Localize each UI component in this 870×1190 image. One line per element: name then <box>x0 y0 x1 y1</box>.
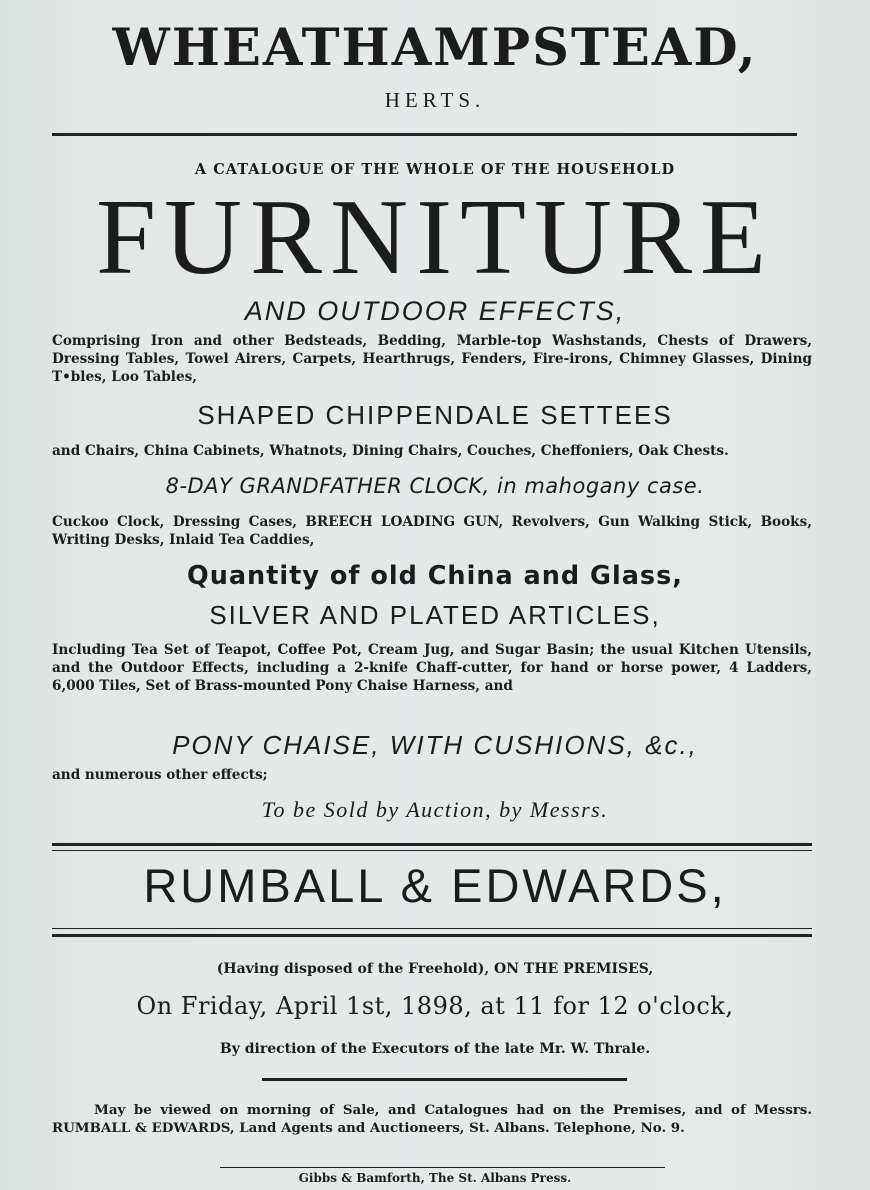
catalogue-intro: A CATALOGUE OF THE WHOLE OF THE HOUSEHOLD <box>194 161 676 178</box>
viewing-paragraph: May be viewed on morning of Sale, and Catalogues had on the Premises, and of Messrs. RUMBALL & EDWARDS, Land Agents and Auctioneers, St. Albans. Telephone, No. 9. <box>52 1102 812 1136</box>
items-paragraph-4: Including Tea Set of Teapot, Coffee Pot, Cream Jug, and Sugar Basin; the usual Kitchen Utensils, and the Outdoor Effects, including a 2-knife Chaff-cutter, for hand or horse power, 4 Ladders, 6,000 Tiles, Set of Brass-mounted Pony Chaise Harness, and <box>52 642 812 694</box>
place-name: WHEATHAMPSTEAD, <box>112 18 758 78</box>
executors-line: By direction of the Executors of the late Mr. W. Thrale. <box>219 1041 651 1057</box>
heading-silver: SILVER AND PLATED ARTICLES, <box>209 600 661 630</box>
catalogue-title: FURNITURE <box>95 178 775 297</box>
firm-rule-bottom-1 <box>52 928 812 929</box>
items-paragraph-1: Comprising Iron and other Bedsteads, Bedding, Marble-top Washstands, Chests of Drawers, Dressing Tables, Towel Airers, Carpets, Hearthrugs, Fenders, Fire-irons, Chimney Glasses, Dining T•bles, Loo Tables, <box>52 333 812 385</box>
header-rule <box>52 133 797 136</box>
heading-settees: SHAPED CHIPPENDALE SETTEES <box>197 400 673 430</box>
heading-clock: 8-DAY GRANDFATHER CLOCK, in mahogany case. <box>165 474 705 498</box>
items-paragraph-3: Cuckoo Clock, Dressing Cases, BREECH LOADING GUN, Revolvers, Gun Walking Stick, Books, Writing Desks, Inlaid Tea Caddies, <box>52 514 812 548</box>
printer-imprint: Gibbs & Bamforth, The St. Albans Press. <box>298 1171 572 1185</box>
firm-rule-top-1 <box>52 843 812 846</box>
county-name: HERTS. <box>384 88 486 112</box>
heading-pony-chaise: PONY CHAISE, WITH CUSHIONS, &c., <box>172 730 698 760</box>
divider-short <box>262 1078 627 1081</box>
catalogue-subtitle: AND OUTDOOR EFFECTS, <box>244 296 626 326</box>
firm-rule-bottom-2 <box>52 934 812 937</box>
items-paragraph-5: and numerous other effects; <box>52 767 268 783</box>
footer-rule <box>220 1167 665 1168</box>
premises-line: (Having disposed of the Freehold), ON THE PREMISES, <box>216 961 654 977</box>
auctioneer-firm: RUMBALL & EDWARDS, <box>143 859 727 912</box>
sold-by-line: To be Sold by Auction, by Messrs. <box>261 797 609 822</box>
sale-date: On Friday, April 1st, 1898, at 11 for 12 o'clock, <box>136 992 734 1020</box>
firm-rule-top-2 <box>52 850 812 851</box>
items-paragraph-2: and Chairs, China Cabinets, Whatnots, Dining Chairs, Couches, Cheffoniers, Oak Chests. <box>52 443 729 459</box>
heading-china: Quantity of old China and Glass, <box>187 561 683 591</box>
